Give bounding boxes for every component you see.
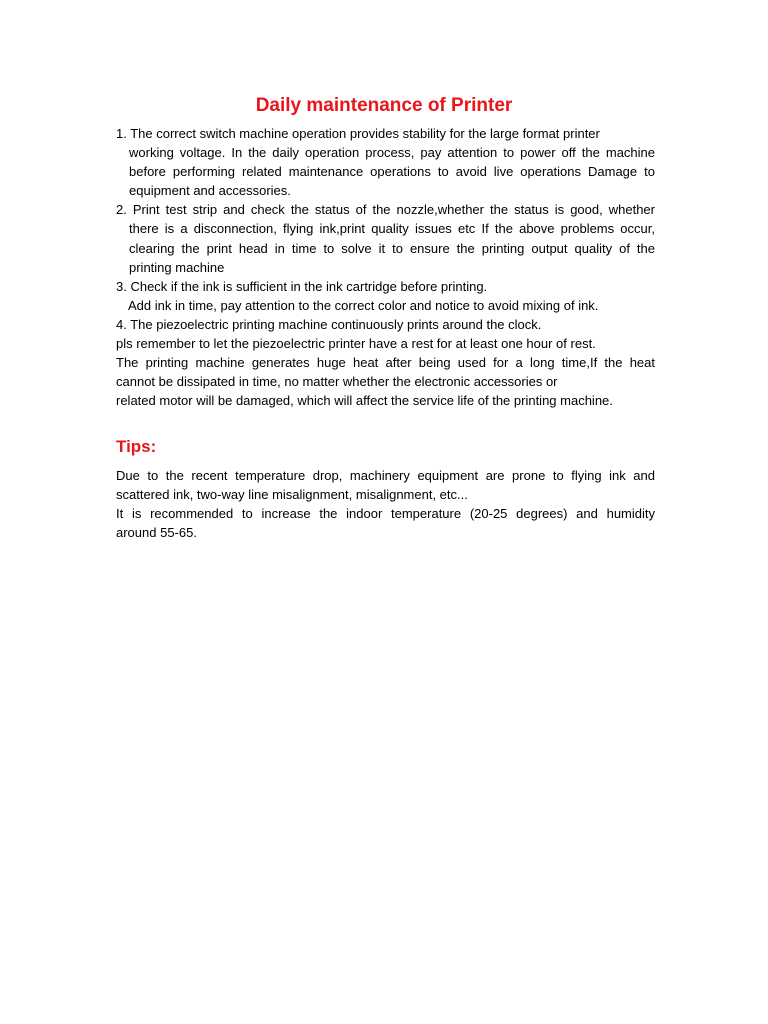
tips-heading: Tips: (116, 437, 157, 456)
text-line: working voltage. In the daily operation process, pay attention to power off the machine (129, 145, 655, 161)
text-line: 2. Print test strip and check the status of the nozzle,whether the status is good, whether (116, 202, 655, 218)
maintenance-instructions (116, 124, 655, 410)
text-line: there is a disconnection, flying ink,print quality issues etc If the above problems occur, (129, 221, 655, 237)
text-line: 3. Check if the ink is sufficient in the ink cartridge before printing. (116, 278, 488, 294)
text-line: related motor will be damaged, which will affect the service life of the printing machine. (116, 393, 613, 409)
tips-content (116, 466, 655, 542)
text-line: 4. The piezoelectric printing machine continuously prints around the clock. (116, 316, 542, 332)
text-line: 1. The correct switch machine operation provides stability for the large format printer (116, 126, 600, 141)
page-title: Daily maintenance of Printer (255, 95, 513, 116)
text-line: printing machine (129, 259, 225, 275)
text-line: cannot be dissipated in time, no matter whether the electronic accessories or (116, 374, 558, 390)
text-line: The printing machine generates huge heat after being used for a long time,If the heat (116, 355, 655, 371)
text-line: pls remember to let the piezoelectric printer have a rest for at least one hour of rest. (116, 336, 596, 352)
tips-line: Due to the recent temperature drop, machinery equipment are prone to flying ink and (116, 468, 655, 483)
text-line: equipment and accessories. (129, 183, 291, 199)
text-line: clearing the print head in time to solve it to ensure the printing output quality of the (129, 240, 655, 256)
text-line: before performing related maintenance operations to avoid live operations Damage to (129, 164, 655, 180)
tips-line: around 55-65. (116, 525, 197, 541)
text-line: Add ink in time, pay attention to the correct color and notice to avoid mixing of ink. (128, 297, 599, 313)
tips-line: It is recommended to increase the indoor temperature (20-25 degrees) and humidity (116, 506, 655, 522)
tips-line: scattered ink, two-way line misalignment, misalignment, etc... (116, 487, 468, 503)
